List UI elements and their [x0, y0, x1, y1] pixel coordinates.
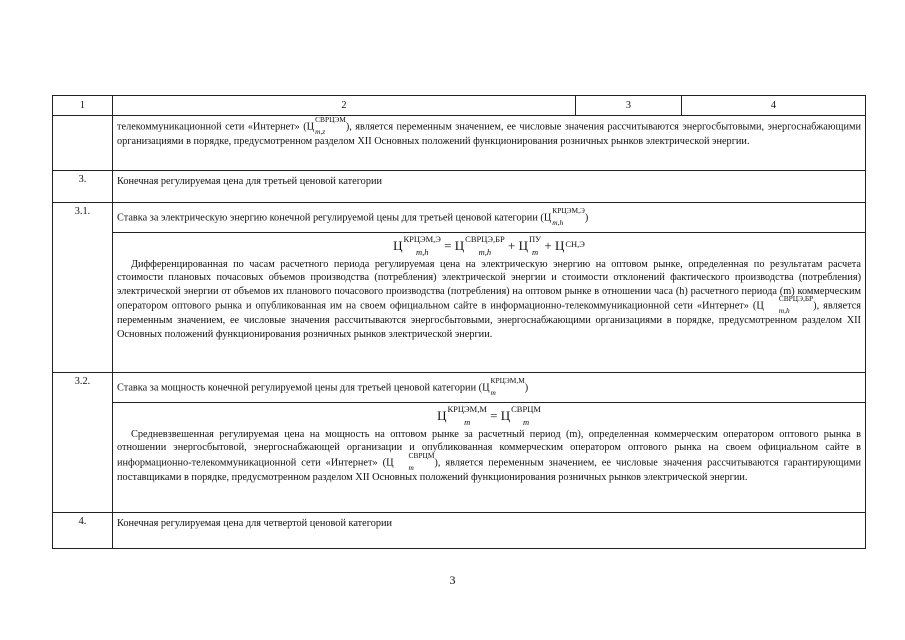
table-row-3-1	[53, 203, 866, 233]
paragraph-capacity-rate: Средневзвешенная регулируемая цена на мощность на оптовом рынке за расчетный период (m), определенная коммерческим оператором оптового рынка в отношении энергосбытовой, энергоснабжающей организации и опубликованная коммерческим оператором оптового рынка на своем официальном сайте в информационно-телекоммуникационной сети «Интернет» (Ц СВРЦМ m ), является переменным значением, ее числовые значения рассчитываются гарантирующими поставщиками в порядке, предусмотренном разделом XII Основных положений функционирования розничных рынков электрической энергии.	[117, 429, 862, 483]
formula-energy-rate: Ц КРЦЭМ,Э m,h = Ц СВРЦЭ,БР m,h + Ц ПУ m + Ц СН,Э	[393, 234, 585, 258]
header-col-3: 3	[576, 96, 682, 116]
header-col-1: 1	[53, 96, 113, 116]
table-row-3-1-detail	[53, 233, 866, 373]
row-4-text: Конечная регулируемая цена для четвертой ценовой категории	[113, 513, 866, 549]
formula-capacity-rate: Ц КРЦЭМ,М m = Ц СВРЦМ m	[437, 404, 541, 428]
table-row-3-2-detail	[53, 403, 866, 513]
row-number: 4.	[53, 513, 113, 549]
tariff-table	[52, 95, 866, 549]
row-3-2-text: Ставка за мощность конечной регулируемой цены для третьей ценовой категории (Ц КРЦЭМ,М m )	[113, 373, 866, 403]
table-row-3	[53, 171, 866, 203]
table-row-4	[53, 513, 866, 549]
table-row-3-2	[53, 373, 866, 403]
continuation-text: телекоммуникационной сети «Интернет» (Ц СВРЦЭМ m,z ), является переменным значением, ее числовые значения рассчитываются энергосбытовыми, энергоснабжающими организациями в порядке, предусмотренном разделом XII Основных положений функционирования розничных рынков электрической энергии.	[113, 116, 866, 171]
row-3-1-text: Ставка за электрическую энергию конечной регулируемой цены для третьей ценовой категории (Ц КРЦЭМ,Э m,h )	[113, 203, 866, 233]
table-header-row	[53, 96, 866, 116]
row-number: 3.1.	[53, 203, 113, 373]
paragraph-energy-rate: Дифференцированная по часам расчетного периода регулируемая цена на электрическую энергию на оптовом рынке, определенная по результатам расчета стоимости плановых почасовых объемов производства (потребления) электрической энергии и стоимости отклонений фактического производства (потребления) электрической энергии от объемов их планового почасового производства (потребления) на оптовом рынке в отношении часа (h) расчетного периода (m) коммерческим оператором оптового рынка и опубликованная им на своем официальном сайте в информационно-телекоммуникационной сети «Интернет» (Ц СВРЦЭ,БР m,h ), является переменным значением, ее числовые значения рассчитываются энергосбытовыми, энергоснабжающими организациями в порядке, предусмотренном разделом XII Основных положений функционирования розничных рынков электрической энергии.	[117, 259, 862, 340]
row-number: 3.2.	[53, 373, 113, 513]
row-number: 3.	[53, 171, 113, 203]
header-col-2: 2	[113, 96, 576, 116]
table-row-continuation	[53, 116, 866, 171]
row-3-2-detail	[113, 403, 866, 513]
row-number-empty	[53, 116, 113, 171]
row-3-text: Конечная регулируемая цена для третьей ценовой категории	[113, 171, 866, 203]
header-col-4: 4	[682, 96, 866, 116]
page-number: 3	[449, 573, 456, 587]
row-3-1-detail	[113, 233, 866, 373]
